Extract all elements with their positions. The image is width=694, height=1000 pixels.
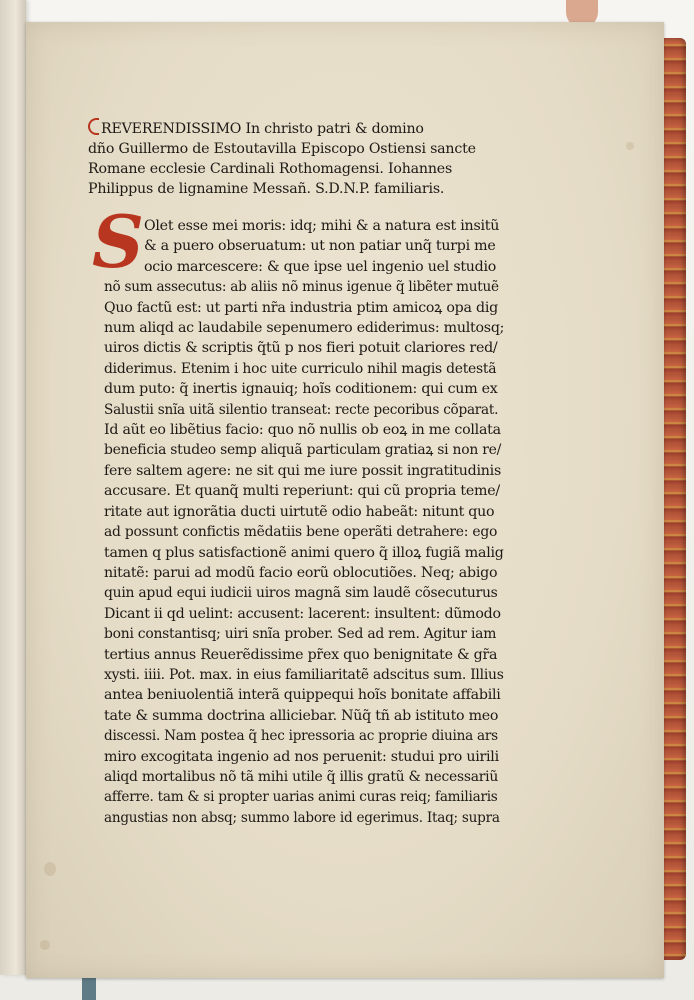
facing-page-edge bbox=[0, 0, 26, 975]
text-line: accusare. Et quanq̃ multi reperiunt: qui cũ propria teme/ bbox=[104, 483, 500, 500]
heading-line-3: Romane ecclesie Cardinali Rothomagensi. Iohannes bbox=[88, 161, 453, 177]
rubricated-initial: S bbox=[92, 199, 144, 284]
text-line: Id aũt eo libẽtius facio: quo nõ nullis ob eoꝝ in me collata bbox=[104, 422, 501, 439]
heading-line-2: dño Guillermo de Estoutavilla Episcopo Ostiensi sancte bbox=[88, 141, 476, 157]
text-line: ritate aut ignorãtia ducti uirtutẽ odio habeãt: nitunt quo bbox=[104, 503, 495, 520]
text-line: afferre. tam & si propter uarias animi curas reiq; familiaris bbox=[104, 789, 498, 806]
body-text bbox=[104, 216, 504, 828]
text-line: beneficia studeo semp aliquã particulam gratiaꝝ si non re/ bbox=[104, 442, 501, 459]
text-line: ad possunt confictis mẽdatiis bene operãti detrahere: ego bbox=[104, 524, 498, 541]
foxing-spot bbox=[626, 142, 634, 150]
text-line: num aliqd ac laudabile sepenumero ediderimus: multosq; bbox=[104, 320, 505, 337]
text-line: quin apud equi iudicii uiros magnã sim laudẽ cõsecuturus bbox=[104, 585, 498, 602]
text-line: fere saltem agere: ne sit qui me iure possit ingratitudinis bbox=[104, 462, 501, 479]
text-line: & a puero obseruatum: ut non patiar unq̃ turpi me bbox=[144, 238, 496, 255]
text-line: xysti. iiii. Pot. max. in eius familiaritatẽ adscitus sum. Illius bbox=[104, 666, 504, 683]
paragraph-mark-icon bbox=[88, 118, 99, 135]
ribbon-bookmark bbox=[82, 975, 96, 1000]
text-line: discessi. Nam postea q̃ hec ipressoria ac proprie diuina ars bbox=[104, 728, 498, 745]
text-line: dum puto: q̃ inertis ignauiq; hoĩs coditionem: qui cum ex bbox=[104, 381, 498, 398]
text-line: tate & summa doctrina alliciebar. Nũq̃ tñ ab istituto meo bbox=[104, 707, 499, 724]
book-cover-edge bbox=[662, 38, 686, 960]
text-line: tertius annus Reuerẽdissime pr̃ex quo benignitate & gr̃a bbox=[104, 646, 498, 663]
text-line: nitatẽ: parui ad modũ facio eorũ oblocutiões. Neq; abigo bbox=[104, 564, 498, 581]
text-line: Olet esse mei moris: idq; mihi & a natura est insitũ bbox=[144, 218, 500, 234]
text-line: nõ sum assecutus: ab aliis nõ minus igenue q̃ libẽter mutuẽ bbox=[104, 279, 499, 296]
text-line: aliqd mortalibus nõ tã mihi utile q̃ illis gratũ & necessariũ bbox=[104, 768, 499, 785]
text-line: diderimus. Etenim i hoc uite curriculo nihil magis detestã bbox=[104, 360, 497, 377]
text-line: antea beniuolentiã interã quippequi hoĩs bonitate affabili bbox=[104, 687, 501, 704]
dedication-heading bbox=[88, 118, 508, 199]
text-line: angustias non absq; summo labore id egerimus. Itaq; supra bbox=[104, 809, 500, 826]
text-line: Dicant ii qd uelint: accusent: lacerent: insultent: dũmodo bbox=[104, 605, 501, 622]
foxing-spot bbox=[44, 862, 56, 876]
text-line: uiros dictis & scriptis q̃tũ p nos fieri potuit clariores red/ bbox=[104, 340, 498, 357]
text-line: ocio marcescere: & que ipse uel ingenio uel studio bbox=[144, 258, 497, 275]
heading-line-1 bbox=[88, 118, 508, 139]
heading-line-4: Philippus de lignamine Messañ. S.D.N.P. familiaris. bbox=[88, 181, 445, 197]
foxing-spot bbox=[40, 940, 50, 950]
text-line: boni constantisq; uiri snĩa prober. Sed ad rem. Agitur iam bbox=[104, 626, 497, 643]
text-line: tamen q plus satisfactionẽ animi quero q̃ illoꝝ fugiã malig bbox=[104, 544, 504, 561]
heading-text-line: REVERENDISSIMO In christo patri & domino bbox=[101, 121, 424, 137]
text-line: miro excogitata ingenio ad nos peruenit: studui pro uirili bbox=[104, 748, 499, 765]
text-line: Quo factũ est: ut parti nr̃a industria ptim amicoꝝ opa dig bbox=[104, 299, 498, 316]
text-line: Salustii snĩa uitã silentio transeat: recte pecoribus cõparat. bbox=[104, 401, 499, 418]
